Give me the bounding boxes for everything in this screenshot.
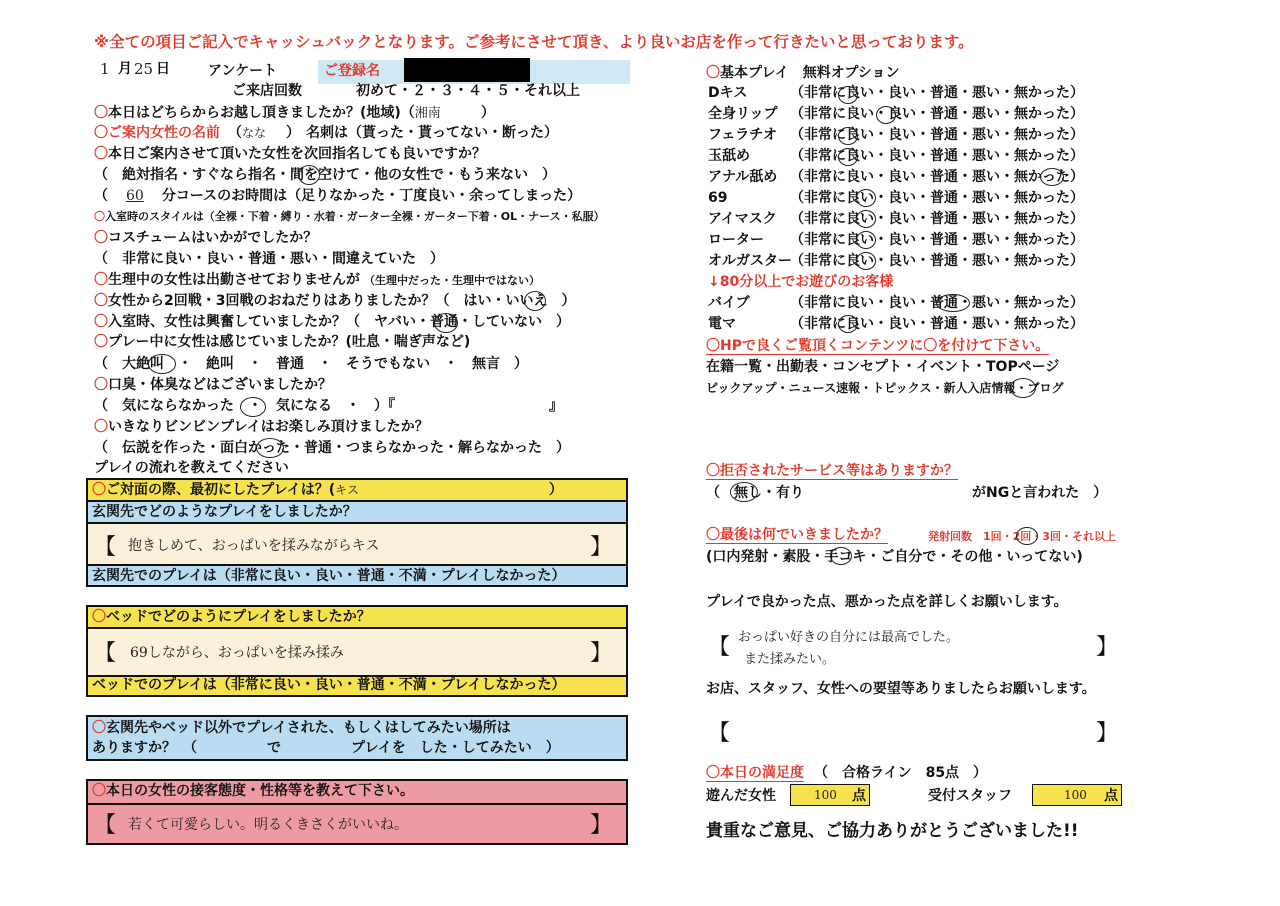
q2: 〇ご案内女性の名前 （なな ） 名刺は（貰った・貰ってない・断った） (94, 125, 559, 141)
satisfaction-row: 〇本日の満足度 （ 合格ライン 85点 ） (706, 765, 988, 781)
bracket-open: 【 (94, 813, 117, 838)
play-name: 69 (708, 190, 728, 206)
hp-line2: ピックアップ・ニュース速報・トピックス・新人入店情報・ブログ (706, 381, 1064, 395)
q3: 〇本日ご案内させて頂いた女性を次回指名しても良いですか？ (94, 146, 486, 162)
answer-circle (856, 252, 876, 270)
play-rating: （非常に良い・良い・普通・悪い・無かった） (790, 295, 1084, 311)
bracket-close: 】 (590, 535, 613, 560)
visits-options: 初めて・２・３・４・５・それ以上 (356, 83, 580, 99)
q11: 〇口臭・体臭などはございましたか？ (94, 377, 332, 393)
box4-title: 〇本日の女性の接客態度・性格等を教えて下さい。 (92, 783, 414, 799)
visits-label: ご来店回数 (232, 83, 302, 99)
q4: （ 60 分コースのお時間は（足りなかった・丁度良い・余ってしまった） (94, 188, 582, 204)
play-rating: （非常に良い・良い・普通・悪い・無かった） (790, 127, 1084, 143)
answer-circle (298, 165, 320, 185)
answer-circle (876, 106, 896, 124)
q12: 〇いきなりビンビンプレイはお楽しみ頂けましたか？ (94, 419, 429, 435)
answer-circle (256, 438, 284, 458)
play-rating: （非常に良い・良い・普通・悪い・無かった） (790, 211, 1084, 227)
hp-line1: 在籍一覧・出勤表・コンセプト・イベント・TOPページ (706, 359, 1060, 375)
box2-answer: 69しながら、おっぱいを揉み揉み (130, 645, 344, 661)
bracket-open: 【 (708, 635, 731, 660)
girl-score-label: 遊んだ女性 (706, 788, 776, 804)
q9: 〇入室時、女性は興奮していましたか？（ ヤバい・普通・していない ） (94, 314, 570, 330)
answer-circle (730, 482, 758, 502)
answer-circle (856, 231, 876, 249)
q12-options: （ 伝説を作った・面白かった・普通・つまらなかった・解らなかった ） (94, 440, 570, 456)
answer-circle (1010, 378, 1036, 398)
answer-circle (524, 291, 546, 311)
staff-score: 100 (1064, 788, 1087, 802)
answer-circle (830, 547, 852, 565)
thanks-message: 貴重なご意見、ご協力ありがとうございました!! (706, 821, 1079, 841)
play-rating: （非常に良い・良い・普通・悪い・無かった） (790, 106, 1084, 122)
answer-circle (856, 189, 876, 207)
box3-line2: ありますか？ （ で プレイを した・してみたい ） (92, 740, 560, 756)
box1-title: 〇ご対面の際、最初にしたプレイは？(キス ） (92, 482, 563, 498)
q6: 〇コスチュームはいかがでしたか？ (94, 230, 318, 246)
girl-score-unit: 点 (852, 788, 866, 804)
box3-line1: 〇玄関先やベッド以外でプレイされた、もしくはしてみたい場所は (92, 720, 511, 736)
play-name: ローター (708, 232, 764, 248)
flow-label: プレイの流れを教えてください (94, 460, 289, 476)
box1-answer: 抱きしめて、おっぱいを揉みながらキス (128, 538, 380, 554)
staff-score-unit: 点 (1104, 788, 1118, 804)
bracket-close: 】 (590, 813, 613, 838)
date-month: 1 (100, 60, 110, 78)
q3-options: （ 絶対指名・すぐなら指名・間を空けて・他の女性で・もう来ない ） (94, 167, 556, 183)
staff-score-label: 受付スタッフ (928, 788, 1012, 804)
bracket-close: 】 (1096, 635, 1119, 660)
q8: 〇女性から2回戦・3回戦のおねだりはありましたか？（ はい・いいえ ） (94, 293, 576, 309)
play-rating: （非常に良い・良い・普通・悪い・無かった） (790, 253, 1084, 269)
date-day-unit: 日 (156, 61, 170, 77)
play-name: 玉舐め (708, 148, 750, 164)
bracket-close: 】 (590, 641, 613, 666)
q10: 〇プレー中に女性は感じていましたか？(吐息・喘ぎ声など) (94, 334, 471, 350)
play-name: オルガスター (708, 253, 792, 269)
refused-options: （ 無し・有り がNGと言われた ） (706, 485, 1108, 501)
play-name: Dキス (708, 85, 748, 101)
bracket-open: 【 (94, 535, 117, 560)
bracket-open: 【 (94, 641, 117, 666)
finish-count: 発射回数 1回・2回・3回・それ以上 (928, 530, 1116, 543)
answer-circle (148, 354, 176, 374)
circle-mark: 〇 (94, 105, 108, 121)
date-day: 25 (134, 60, 154, 78)
play-rating: （非常に良い・良い・普通・悪い・無かった） (790, 190, 1084, 206)
q1: 〇本日はどちらからお越し頂きましたか？(地域)（湘南 ） (94, 105, 495, 121)
box4-answer: 若くて可愛らしい。明るくきさくがいいね。 (128, 817, 408, 833)
date-month-unit: 月 (118, 61, 132, 77)
survey-label: アンケート (208, 63, 278, 79)
answer-circle (838, 127, 858, 145)
registered-name-label: ご登録名 (324, 63, 380, 79)
box1-rating: 玄関先でのプレイは（非常に良い・良い・普通・不満・プレイしなかった） (92, 568, 566, 584)
page-notice: ※全ての項目ご記入でキャッシュバックとなります。ご参考にさせて頂き、より良いお店を作って行きたいと思っております。 (94, 33, 974, 51)
q11-options: （ 気にならなかった ・ 気になる ・ ）『 』 (94, 398, 563, 414)
answer-circle (838, 86, 858, 104)
q6-options: （ 非常に良い・良い・普通・悪い・間違えていた ） (94, 251, 444, 267)
finish-title: 〇最後は何でいきましたか？ (706, 527, 888, 543)
girl-score: 100 (814, 788, 837, 802)
box2-rating: ベッドでのプレイは（非常に良い・良い・普通・不満・プレイしなかった） (92, 677, 566, 693)
refused-title: 〇拒否されたサービス等はありますか？ (706, 463, 958, 479)
play-name: フェラチオ (708, 127, 778, 143)
q7: 〇生理中の女性は出勤させておりませんが （生理中だった・生理中ではない） (94, 272, 540, 288)
play-rating: （非常に良い・良い・普通・悪い・無かった） (790, 148, 1084, 164)
answer-circle (1040, 168, 1064, 186)
finish-options: (口内発射・素股・手コキ・ご自分で・その他・いってない) (706, 549, 1083, 565)
basic-play-title: 〇基本プレイ 無料オプション (706, 65, 900, 81)
box1-question: 玄関先でどのようなプレイをしましたか？ (92, 504, 357, 520)
q10-options: （ 大絶叫 ・ 絶叫 ・ 普通 ・ そうでもない ・ 無言 ） (94, 356, 528, 372)
play-name: 全身リップ (708, 106, 778, 122)
answer-circle (838, 148, 858, 166)
good-bad-answer-2: また揉みたい。 (744, 652, 836, 667)
box2-title: 〇ベッドでどのようにプレイをしましたか？ (92, 609, 371, 625)
good-bad-answer-1: おっぱい好きの自分には最高でした。 (738, 630, 960, 645)
play-name: 電マ (708, 316, 736, 332)
request-label: お店、スタッフ、女性への要望等ありましたらお願いします。 (706, 681, 1096, 697)
play-name: アイマスク (708, 211, 777, 227)
answer-circle (434, 313, 458, 333)
play-rating: （非常に良い・良い・普通・悪い・無かった） (790, 169, 1084, 185)
redacted-name (404, 58, 530, 82)
answer-circle (1016, 527, 1038, 545)
play-rating: （非常に良い・良い・普通・悪い・無かった） (790, 232, 1084, 248)
bracket-open: 【 (708, 721, 731, 746)
play-name: アナル舐め (708, 169, 778, 185)
play-name: バイブ (708, 295, 750, 311)
bracket-close: 】 (1096, 721, 1119, 746)
over80-label: ↓80分以上でお遊びのお客様 (708, 274, 894, 290)
q5: 〇入室時のスタイルは（全裸・下着・縛り・水着・ガーター全裸・ガーター下着・OL・ナース・私服） (94, 210, 605, 223)
answer-circle (856, 210, 876, 228)
good-bad-label: プレイで良かった点、悪かった点を詳しくお願いします。 (706, 594, 1068, 610)
play-rating: （非常に良い・良い・普通・悪い・無かった） (790, 316, 1084, 332)
hp-title: 〇HPで良くご覧頂くコンテンツに〇を付けて下さい。 (706, 338, 1050, 354)
play-rating: （非常に良い・良い・普通・悪い・無かった） (790, 85, 1084, 101)
answer-circle (240, 397, 266, 417)
